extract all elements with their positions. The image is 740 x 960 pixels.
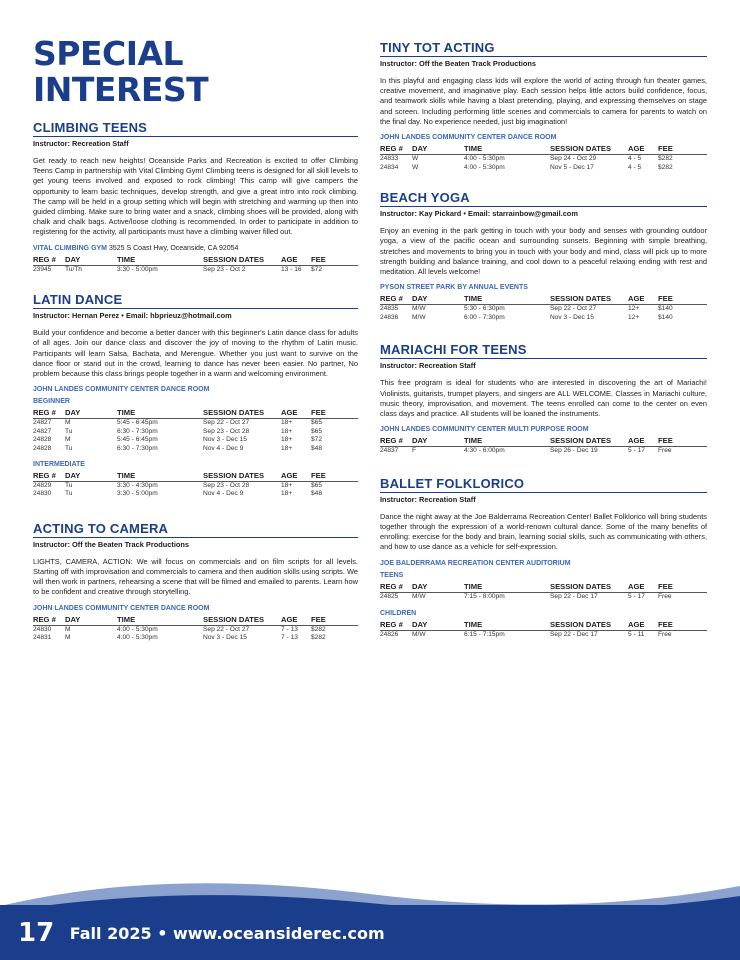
col-time: TIME: [464, 436, 550, 447]
day-cell: M/W: [412, 592, 426, 600]
table-header-row: [380, 144, 707, 155]
col-fee: FEE: [658, 436, 707, 447]
day-cell: Tu: [65, 490, 73, 498]
section-description: Get ready to reach new heights! Oceanside Parks and Recreation is excited to offer Climbing Teens Camp in partnership with Vital Climbing Gym! Climbing teens is designed for all skill levels to get young teens involved and exposed to rock climbing! This camp will give campers the opportunity to learn basic techniques, develop strength, and give a great intro into rock climbing. The camp will be held in a group setting which will begin with stretching and warming up then into guided climbing. Make sure to bring water and a snack, climbing shoes will be provided, along with chalk and chalk bags. Active/loose clothing is recommended. In order to participate in addition to registering for the activity, all participants must have a climbing waiver filled out.: [33, 156, 358, 237]
time-cell: 7:15 - 8:00pm: [464, 592, 505, 600]
reg-cell: 24834: [380, 163, 399, 171]
col-age: AGE: [628, 620, 658, 631]
col-age: AGE: [281, 471, 311, 482]
location-name: JOHN LANDES COMMUNITY CENTER MULTI PURPOSE ROOM: [380, 426, 589, 434]
fee-cell: $72: [311, 436, 323, 444]
schedule-table: [380, 294, 707, 322]
right-column: [380, 40, 707, 640]
col-dates: SESSION DATES: [550, 144, 628, 155]
mariachi-section: [380, 342, 707, 455]
col-reg: REG #: [33, 615, 65, 626]
col-day: DAY: [65, 255, 117, 266]
location-name: PYSON STREET PARK BY ANNUAL EVENTS: [380, 284, 528, 292]
col-dates: SESSION DATES: [203, 615, 281, 626]
fee-cell: $140: [658, 305, 673, 313]
age-cell: 18+: [281, 427, 293, 435]
fee-cell: $282: [658, 155, 673, 163]
age-cell: 5 - 17: [628, 592, 645, 600]
age-cell: 5 - 11: [628, 631, 645, 639]
fee-cell: Free: [658, 631, 672, 639]
reg-cell: 24833: [380, 155, 399, 163]
col-reg: REG #: [33, 471, 65, 482]
section-title: ACTING TO CAMERA: [33, 521, 358, 538]
left-column: [33, 0, 358, 643]
age-cell: 18+: [281, 490, 293, 498]
age-cell: 4 - 5: [628, 163, 642, 171]
day-cell: Tu: [65, 445, 73, 453]
table-row: [33, 265, 358, 274]
reg-cell: 24826: [380, 631, 399, 639]
tiny-tot-acting-section: [380, 40, 707, 172]
col-age: AGE: [628, 436, 658, 447]
fee-cell: $140: [658, 313, 673, 321]
table-row: [380, 155, 707, 164]
level-label: TEENS: [380, 571, 404, 579]
col-fee: FEE: [658, 294, 707, 305]
col-time: TIME: [117, 471, 203, 482]
dates-cell: Sep 26 - Dec 19: [550, 447, 598, 455]
col-time: TIME: [117, 615, 203, 626]
table-row: [33, 634, 358, 643]
dates-cell: Sep 22 - Oct 27: [550, 305, 597, 313]
table-body: [33, 625, 358, 643]
col-reg: REG #: [380, 294, 412, 305]
fee-cell: $282: [658, 163, 673, 171]
table-row: [33, 490, 358, 499]
reg-cell: 24830: [33, 490, 52, 498]
instructor-line: Instructor: Hernan Perez • Email: hbprieuz@hotmail.com: [33, 311, 232, 321]
dates-cell: Sep 24 - Oct 29: [550, 155, 597, 163]
age-cell: 5 - 17: [628, 447, 645, 455]
schedule-table: [33, 471, 358, 499]
latin-dance-section: [33, 292, 358, 499]
col-reg: REG #: [380, 144, 412, 155]
schedule-table: [380, 436, 707, 456]
table-body: [380, 305, 707, 323]
day-cell: Tu/Th: [65, 265, 82, 273]
col-age: AGE: [628, 582, 658, 593]
dates-cell: Nov 3 - Dec 15: [203, 634, 247, 642]
time-cell: 3:30 - 4:30pm: [117, 481, 158, 489]
section-description: This free program is ideal for students who are interested in discovering the art of Mariachi! Violinists, guitarists, trumpet players, and singers are ALL WELCOME. Classes in Mariachi culture, music theory, improvisation, and movement. The teens enrolled can come to the center on even class days and practice. All students will be loaned the instruments.: [380, 378, 707, 419]
col-age: AGE: [281, 615, 311, 626]
table-body: [33, 419, 358, 454]
col-time: TIME: [117, 255, 203, 266]
table-header-row: [380, 294, 707, 305]
section-title: TINY TOT ACTING: [380, 40, 707, 57]
col-time: TIME: [464, 620, 550, 631]
schedule-table: [33, 408, 358, 453]
page-number: 17: [18, 918, 55, 948]
page-title: SPECIAL INTEREST: [33, 34, 209, 109]
col-dates: SESSION DATES: [203, 408, 281, 419]
table-row: [33, 419, 358, 428]
table-row: [380, 592, 707, 601]
time-cell: 5:30 - 6:30pm: [464, 305, 505, 313]
col-dates: SESSION DATES: [550, 294, 628, 305]
dates-cell: Nov 4 - Dec 9: [203, 445, 244, 453]
table-body: [33, 265, 358, 274]
table-body: [33, 481, 358, 499]
col-day: DAY: [65, 471, 117, 482]
time-cell: 6:30 - 7:30pm: [117, 427, 158, 435]
instructor-line: Instructor: Kay Pickard • Email: starrainbow@gmail.com: [380, 209, 578, 219]
col-reg: REG #: [380, 436, 412, 447]
schedule-table: [33, 255, 358, 275]
day-cell: Tu: [65, 481, 73, 489]
instructor-line: Instructor: Recreation Staff: [380, 361, 476, 371]
day-cell: M: [65, 419, 71, 427]
location-name: VITAL CLIMBING GYM: [33, 244, 108, 252]
time-cell: 4:30 - 6:00pm: [464, 447, 505, 455]
day-cell: Tu: [65, 427, 73, 435]
fee-cell: $282: [311, 625, 326, 633]
ballet-folklorico-section: [380, 476, 707, 640]
table-row: [33, 625, 358, 634]
col-fee: FEE: [658, 620, 707, 631]
table-header-row: [33, 255, 358, 266]
instructor-line: Instructor: Recreation Staff: [33, 139, 129, 148]
table-row: [33, 436, 358, 445]
table-row: [33, 445, 358, 454]
col-fee: FEE: [658, 582, 707, 593]
col-dates: SESSION DATES: [203, 255, 281, 266]
reg-cell: 24831: [33, 634, 52, 642]
col-fee: FEE: [311, 471, 358, 482]
reg-cell: 24830: [33, 625, 52, 633]
dates-cell: Sep 23 - Oct 28: [203, 481, 250, 489]
reg-cell: 24828: [33, 445, 52, 453]
col-time: TIME: [464, 144, 550, 155]
fee-cell: $65: [311, 427, 323, 435]
col-day: DAY: [65, 408, 117, 419]
acting-to-camera-section: [33, 521, 358, 643]
instructor-line: Instructor: Off the Beaten Track Productions: [380, 59, 537, 68]
reg-cell: 24836: [380, 313, 399, 321]
time-cell: 6:30 - 7:30pm: [117, 445, 158, 453]
reg-cell: 24829: [33, 481, 52, 489]
climbing-teens-section: [33, 120, 358, 274]
section-title: BALLET FOLKLORICO: [380, 476, 707, 493]
time-cell: 3:30 - 5:00pm: [117, 490, 158, 498]
reg-cell: 24827: [33, 427, 52, 435]
instructor-line: Instructor: Off the Beaten Track Productions: [33, 539, 190, 549]
col-day: DAY: [412, 582, 464, 593]
age-cell: 18+: [281, 419, 293, 427]
section-description: LIGHTS, CAMERA, ACTION: We will focus on commercials and on film scripts for all levels. Starting off with improvisation and commercials to camera and then audition skills using scripts. We will then work in partners, rehearsing a scene that will be filmed and emailed to parents. Learn how to be confident and creative through storytelling.: [33, 556, 358, 597]
fee-cell: $65: [311, 481, 323, 489]
footer: [18, 918, 385, 948]
time-cell: 4:00 - 5:30pm: [117, 634, 158, 642]
table-body: [380, 631, 707, 640]
location-name: JOHN LANDES COMMUNITY CENTER DANCE ROOM: [380, 134, 557, 142]
level-label: CHILDREN: [380, 610, 417, 618]
reg-cell: 24825: [380, 592, 399, 600]
dates-cell: Sep 22 - Oct 27: [203, 419, 250, 427]
day-cell: M/W: [412, 631, 426, 639]
location-name: JOHN LANDES COMMUNITY CENTER DANCE ROOM: [33, 386, 210, 394]
table-row: [380, 631, 707, 640]
section-title: CLIMBING TEENS: [33, 120, 358, 137]
table-header-row: [380, 620, 707, 631]
reg-cell: 23945: [33, 265, 52, 273]
schedule-table: [33, 615, 358, 643]
day-cell: M: [65, 634, 71, 642]
age-cell: 12+: [628, 313, 640, 321]
col-day: DAY: [65, 615, 117, 626]
age-cell: 18+: [281, 445, 293, 453]
col-age: AGE: [628, 144, 658, 155]
col-age: AGE: [628, 294, 658, 305]
col-fee: FEE: [311, 408, 358, 419]
day-cell: M/W: [412, 313, 426, 321]
section-title: MARIACHI FOR TEENS: [380, 342, 707, 359]
reg-cell: 24827: [33, 419, 52, 427]
col-day: DAY: [412, 294, 464, 305]
col-reg: REG #: [380, 582, 412, 593]
location-name: JOHN LANDES COMMUNITY CENTER DANCE ROOM: [33, 604, 210, 612]
section-description: Dance the night away at the Joe Balderrama Recreation Center! Ballet Folklorico will bring students together through the expression of a world-renown cultural dance. Some of the many benefits of enrolling: exercise for the body and brain, learning social skills, such as communicating with others, and how to use dance as a vehicle for self-expression.: [380, 511, 707, 552]
day-cell: M: [65, 436, 71, 444]
location-name: JOE BALDERRAMA RECREATION CENTER AUDITORIUM: [380, 559, 571, 567]
col-dates: SESSION DATES: [550, 620, 628, 631]
fee-cell: $72: [311, 265, 323, 273]
day-cell: M/W: [412, 305, 426, 313]
section-description: Build your confidence and become a better dancer with this beginner's Latin dance class for adults of all ages. Join our dance class and discover the joy of moving to the rhythm of Latin music. Participants will learn Salsa, Bachata, and Merengue. Whether you just want to survive on the dance floor or stand out in the crowd, learning to dance has never been easier. No partner, No problem because this class brings people together in a warm and welcoming environment.: [33, 328, 358, 379]
age-cell: 7 - 13: [281, 634, 298, 642]
col-dates: SESSION DATES: [203, 471, 281, 482]
fee-cell: $48: [311, 445, 323, 453]
col-time: TIME: [464, 582, 550, 593]
dates-cell: Sep 23 - Oct 2: [203, 265, 246, 273]
table-header-row: [380, 436, 707, 447]
age-cell: 18+: [281, 436, 293, 444]
table-body: [380, 592, 707, 601]
footer-info: Fall 2025 • www.oceansiderec.com: [69, 923, 385, 943]
col-day: DAY: [412, 436, 464, 447]
col-time: TIME: [464, 294, 550, 305]
col-dates: SESSION DATES: [550, 582, 628, 593]
day-cell: F: [412, 447, 417, 455]
age-cell: 4 - 5: [628, 155, 642, 163]
day-cell: W: [412, 163, 419, 171]
reg-cell: 24828: [33, 436, 52, 444]
table-row: [380, 314, 707, 323]
dates-cell: Nov 4 - Dec 9: [203, 490, 244, 498]
section-description: Enjoy an evening in the park getting in touch with your body and senses with grounding outdoor yoga, a view of the pacific ocean and surrounding sunsets. Beginning with simple breathing, stretches and movements to bring you in touch with your body and mind, class will pick up to more strength building and balance training, and cool down to a peaceful relaxing ending with rest and meditation. All levels welcome!: [380, 226, 707, 277]
day-cell: W: [412, 155, 419, 163]
dates-cell: Sep 22 - Dec 17: [550, 631, 598, 639]
table-body: [380, 447, 707, 456]
dates-cell: Sep 22 - Dec 17: [550, 592, 598, 600]
time-cell: 3:30 - 5:00pm: [117, 265, 158, 273]
table-row: [380, 447, 707, 456]
day-cell: M: [65, 625, 71, 633]
col-fee: FEE: [311, 255, 358, 266]
instructor-line: Instructor: Recreation Staff: [380, 494, 476, 504]
age-cell: 12+: [628, 305, 640, 313]
time-cell: 4:00 - 5:30pm: [464, 163, 505, 171]
dates-cell: Nov 3 - Dec 15: [203, 436, 247, 444]
col-age: AGE: [281, 255, 311, 266]
time-cell: 4:00 - 5:30pm: [464, 155, 505, 163]
table-row: [380, 164, 707, 173]
age-cell: 13 - 16: [281, 265, 302, 273]
time-cell: 4:00 - 5:30pm: [117, 625, 158, 633]
table-header-row: [33, 408, 358, 419]
col-fee: FEE: [311, 615, 358, 626]
time-cell: 6:00 - 7:30pm: [464, 313, 505, 321]
col-time: TIME: [117, 408, 203, 419]
level-label: INTERMEDIATE: [33, 460, 85, 468]
schedule-table: [380, 144, 707, 172]
beach-yoga-section: [380, 190, 707, 322]
table-row: [33, 428, 358, 437]
table-row: [33, 481, 358, 490]
table-body: [380, 155, 707, 173]
table-header-row: [33, 471, 358, 482]
dates-cell: Nov 5 - Dec 17: [550, 163, 594, 171]
section-description: In this playful and engaging class kids will explore the world of acting through fun theater games, creative movement, and imaginative play. Each session helps little actors build confidence, focus, and teamwork skills while having a blast pretending, playing, and expressing themselves on stage and screen. Including performing little scenes and commercials to camera for parents to watch on the final day. No experience needed, just big imagination!: [380, 76, 707, 126]
col-fee: FEE: [658, 144, 707, 155]
col-day: DAY: [412, 620, 464, 631]
table-header-row: [33, 615, 358, 626]
fee-cell: Free: [658, 447, 672, 455]
location-address: 3525 S Coast Hwy, Oceanside, CA 92054: [108, 244, 239, 252]
age-cell: 7 - 13: [281, 625, 298, 633]
col-dates: SESSION DATES: [550, 436, 628, 447]
time-cell: 5:45 - 6:45pm: [117, 419, 158, 427]
age-cell: 18+: [281, 481, 293, 489]
section-title: LATIN DANCE: [33, 292, 358, 309]
reg-cell: 24837: [380, 447, 399, 455]
col-day: DAY: [412, 144, 464, 155]
schedule-table: [380, 620, 707, 640]
location-line: [33, 244, 358, 254]
col-reg: REG #: [33, 255, 65, 266]
reg-cell: 24835: [380, 305, 399, 313]
time-cell: 6:15 - 7:15pm: [464, 631, 505, 639]
section-title: BEACH YOGA: [380, 190, 707, 207]
col-reg: REG #: [380, 620, 412, 631]
fee-cell: $48: [311, 490, 323, 498]
col-reg: REG #: [33, 408, 65, 419]
level-label: BEGINNER: [33, 398, 70, 406]
fee-cell: $282: [311, 634, 326, 642]
col-age: AGE: [281, 408, 311, 419]
schedule-table: [380, 582, 707, 602]
dates-cell: Nov 3 - Dec 15: [550, 313, 594, 321]
fee-cell: $65: [311, 419, 323, 427]
dates-cell: Sep 23 - Oct 28: [203, 427, 250, 435]
fee-cell: Free: [658, 592, 672, 600]
time-cell: 5:45 - 6:45pm: [117, 436, 158, 444]
dates-cell: Sep 22 - Oct 27: [203, 625, 250, 633]
table-row: [380, 305, 707, 314]
table-header-row: [380, 582, 707, 593]
